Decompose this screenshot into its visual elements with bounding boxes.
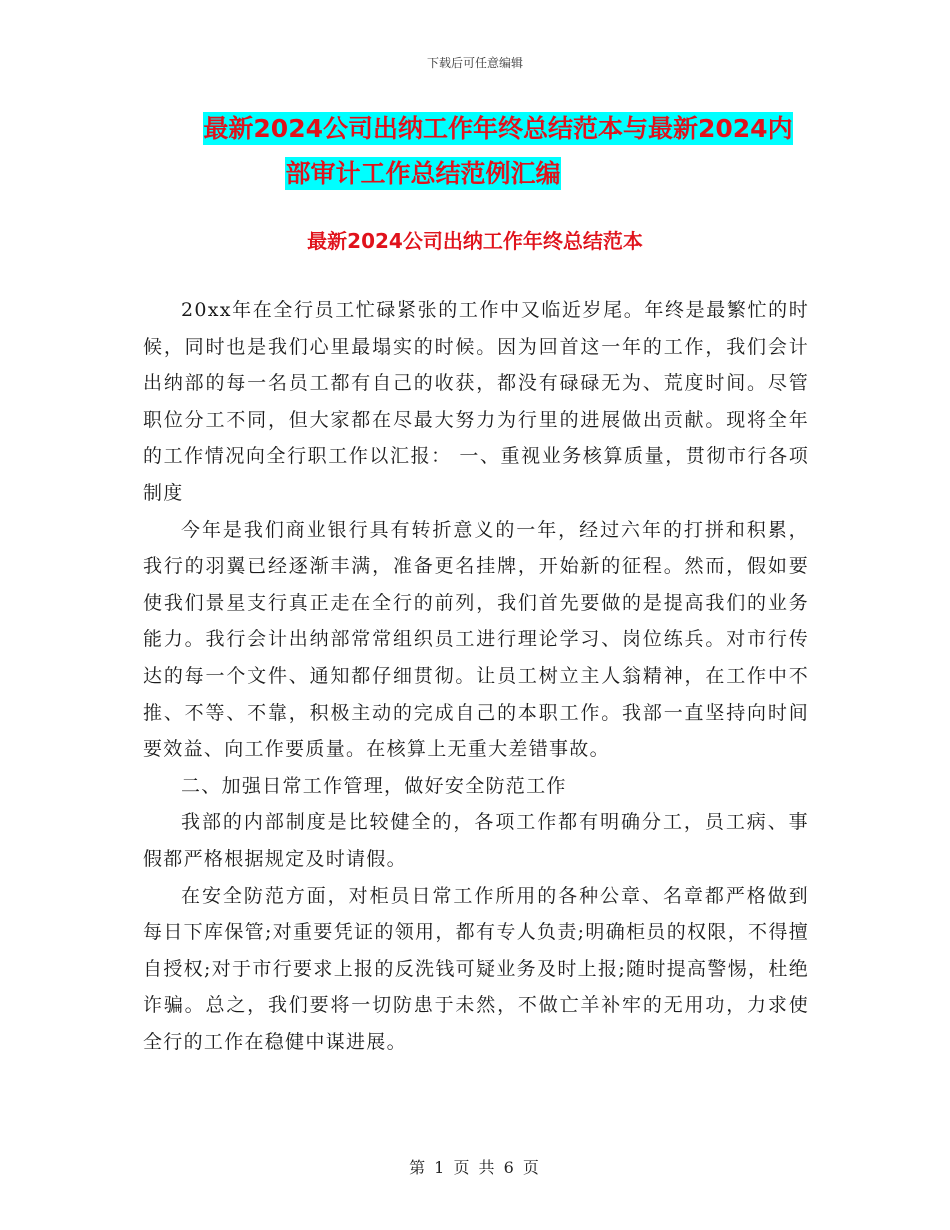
- paragraph: 二、加强日常工作管理，做好安全防范工作: [181, 774, 567, 797]
- paragraph: 在安全防范方面，对柜员日常工作所用的各种公章、名章都严格做到每日下库保管;对重要凭证的领用，都有专人负责;明确柜员的权限，不得擅自授权;对于市行要求上报的反洗钱可疑业务及时上报;随时提高警惕，杜绝诈骗。总之，我们要将一切防患于未然，不做亡羊补牢的无用功，力求使全行的工作在稳健中谋进展。: [143, 884, 809, 1053]
- document-title-text-2: 部审计工作总结范例汇编: [285, 159, 561, 188]
- document-title-line-1: [0, 116, 950, 141]
- document-title-text-1: 最新2024公司出纳工作年终总结范本与最新2024内: [203, 114, 793, 143]
- document-title-line-2: [0, 161, 800, 186]
- paragraph: 今年是我们商业银行具有转折意义的一年，经过六年的打拼和积累，我行的羽翼已经逐渐丰满，准备更名挂牌，开始新的征程。然而，假如要使我们景星支行真正走在全行的前列，我们首先要做的是提高我们的业务能力。我行会计出纳部常常组织员工进行理论学习、岗位练兵。对市行传达的每一个文件、通知都仔细贯彻。让员工树立主人翁精神，在工作中不推、不等、不靠，积极主动的完成自己的本职工作。我部一直坚持向时间要效益、向工作要质量。在核算上无重大差错事故。: [143, 518, 809, 761]
- section-title: 最新2024公司出纳工作年终总结范本: [307, 229, 643, 253]
- page-footer: 第 1 页 共 6 页: [409, 1158, 541, 1177]
- paragraph: 我部的内部制度是比较健全的，各项工作都有明确分工，员工病、事假都严格根据规定及时请假。: [143, 811, 809, 870]
- header-note: 下载后可任意编辑: [426, 56, 523, 70]
- body-text: [143, 292, 809, 1060]
- paragraph: 20xx年在全行员工忙碌紧张的工作中又临近岁尾。年终是最繁忙的时候，同时也是我们心里最塌实的时候。因为回首这一年的工作，我们会计出纳部的每一名员工都有自己的收获，都没有碌碌无为、荒度时间。尽管职位分工不同，但大家都在尽最大努力为行里的进展做出贡献。现将全年的工作情况向全行职工作以汇报： 一、重视业务核算质量，贯彻市行各项制度: [143, 299, 809, 504]
